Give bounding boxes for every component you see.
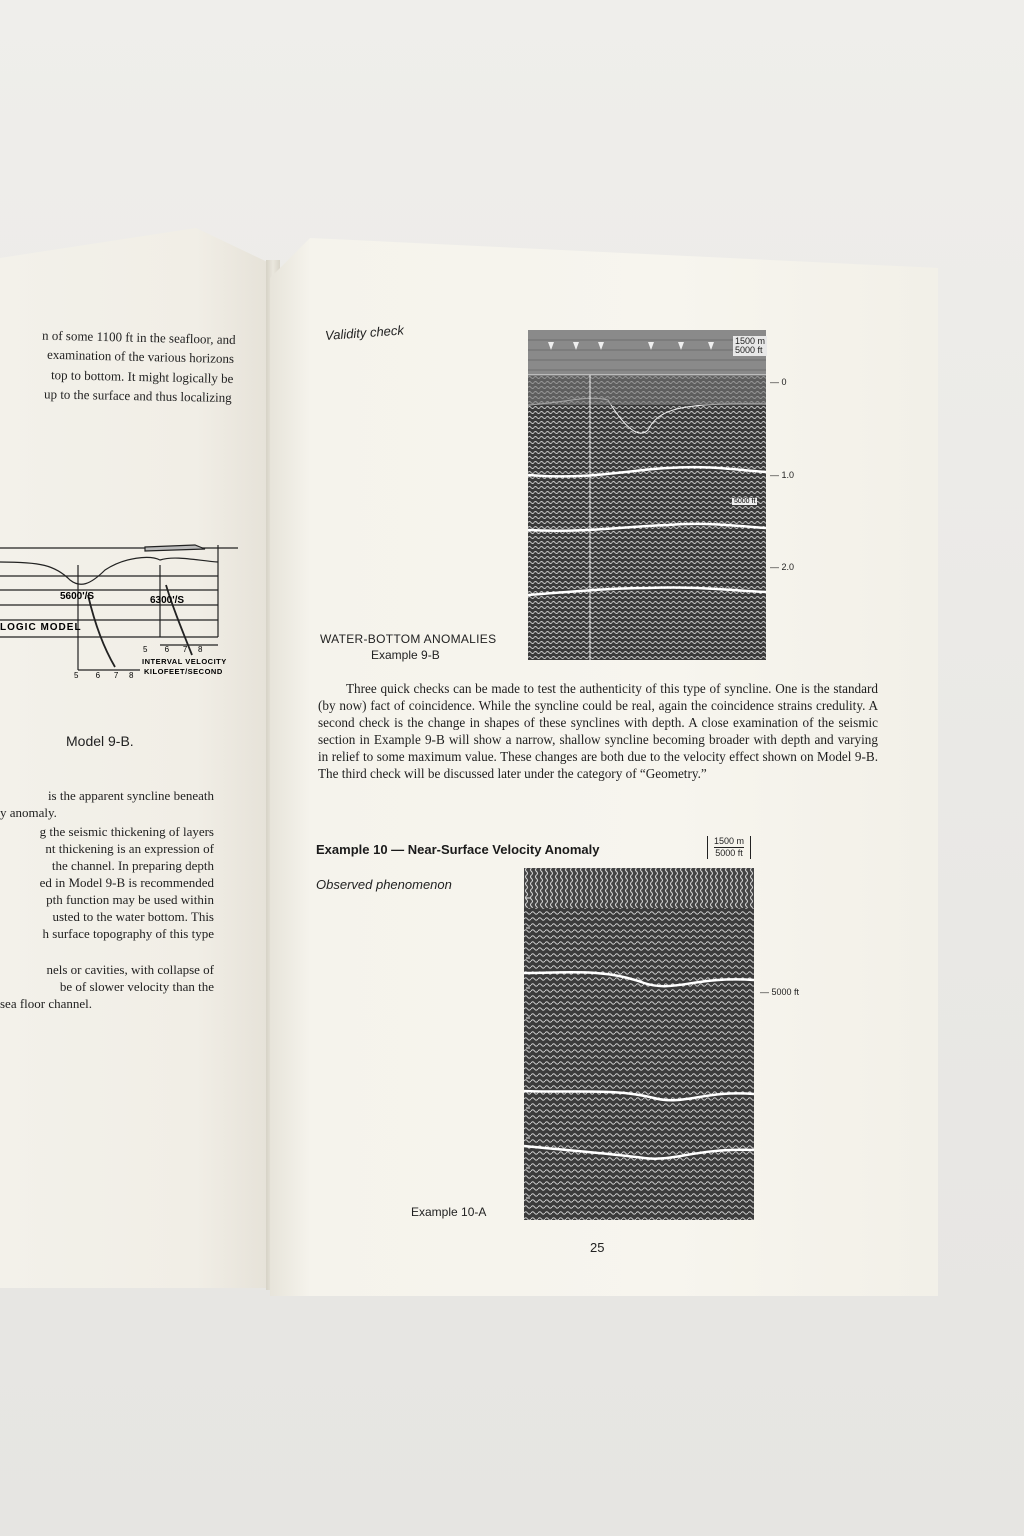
scale-m: 1500 m [714,836,745,846]
tick: 5 [143,645,149,654]
left-line: usted to the water bottom. This [52,909,214,924]
axis-title-2: KILOFEET/SECOND [144,667,223,676]
seismic-9b-image [528,330,766,660]
fig1-caption-line2: Example 9-B [371,648,440,662]
observed-phenomenon-label: Observed phenomenon [316,877,452,892]
tick: 5 [74,671,80,680]
seismic-10a-image [524,868,754,1220]
time-value: 2.0 [781,562,795,572]
axis-title-1: INTERVAL VELOCITY [142,657,227,666]
tick: 6 [95,671,102,680]
left-line: h surface topography of this type [42,926,214,941]
paragraph-text: Three quick checks can be made to test the authenticity of this type of syncline. One is the standard (by now) fact of coincidence. While the syncline could be real, again the coincidence strains credulity. A second check is the change in shapes of these synclines with depth. A close examination of the seismic section in Example 9-B will show a narrow, shallow syncline becoming broader with depth and varying in relief to some maximum value. These changes are both due to the velocity effect shown on Model 9-B. The third check will be discussed later under the category of “Geometry.” [318,681,878,781]
fig2-scale [707,836,751,859]
left-line: top to bottom. It might logically be [50,367,234,386]
tick: 8 [198,645,204,654]
model-caption: Model 9-B. [66,733,134,749]
seismic-section-10a [524,868,754,1220]
ticks-upper [143,645,204,654]
time-label-1: — 1.0 [770,470,795,480]
left-line: examination of the various horizons [46,346,235,366]
left-line: g the seismic thickening of layers [39,824,214,839]
tick: 7 [113,671,120,680]
ticks-lower [74,671,135,680]
tick: 7 [182,645,189,654]
tick: 8 [129,671,135,680]
fig2-caption: Example 10-A [411,1205,487,1219]
velocity-label-1: 5600'/S [60,591,95,602]
left-line: y anomaly. [0,805,57,820]
tick: 6 [164,645,171,654]
fig1-caption-line1: WATER-BOTTOM ANOMALIES [320,632,497,646]
velocity-label-2: 6300'/S [150,595,185,606]
left-line: sea floor channel. [0,996,93,1011]
depth-label: — 5000 ft [760,987,800,997]
time-label-2: — 2.0 [770,562,795,572]
scale-ft: 5000 ft [715,848,743,858]
left-line: up to the surface and thus localizing [44,386,233,405]
geologic-model-diagram [0,525,260,695]
left-line: nels or cavities, with collapse of [46,962,214,977]
fig1-scale [733,336,767,356]
example10-heading: Example 10 — Near-Surface Velocity Anomaly [316,842,600,857]
left-line: be of slower velocity than the [59,979,214,994]
model-label: LOGIC MODEL [0,622,82,633]
left-line: nt thickening is an expression of [45,841,214,856]
time-label-0: — 0 [770,377,787,387]
scale-ft: 5000 ft [735,345,763,355]
scale-m: 1500 m [735,336,766,346]
inner-scale-label: 5000 ft [734,498,756,505]
page-number: 25 [590,1240,605,1255]
left-line: pth function may be used within [46,892,214,907]
left-line: n of some 1100 ft in the seafloor, and [42,327,237,347]
depth-value: 5000 ft [771,987,800,997]
time-value: 1.0 [781,470,795,480]
left-line: the channel. In preparing depth [51,858,214,873]
time-value: 0 [781,377,787,387]
left-line: ed in Model 9-B is recommended [39,875,214,890]
validity-check-label: Validity check [324,322,405,343]
body-paragraph [318,680,878,782]
seismic-section-9b [528,330,766,660]
left-line: is the apparent syncline beneath [47,788,214,803]
